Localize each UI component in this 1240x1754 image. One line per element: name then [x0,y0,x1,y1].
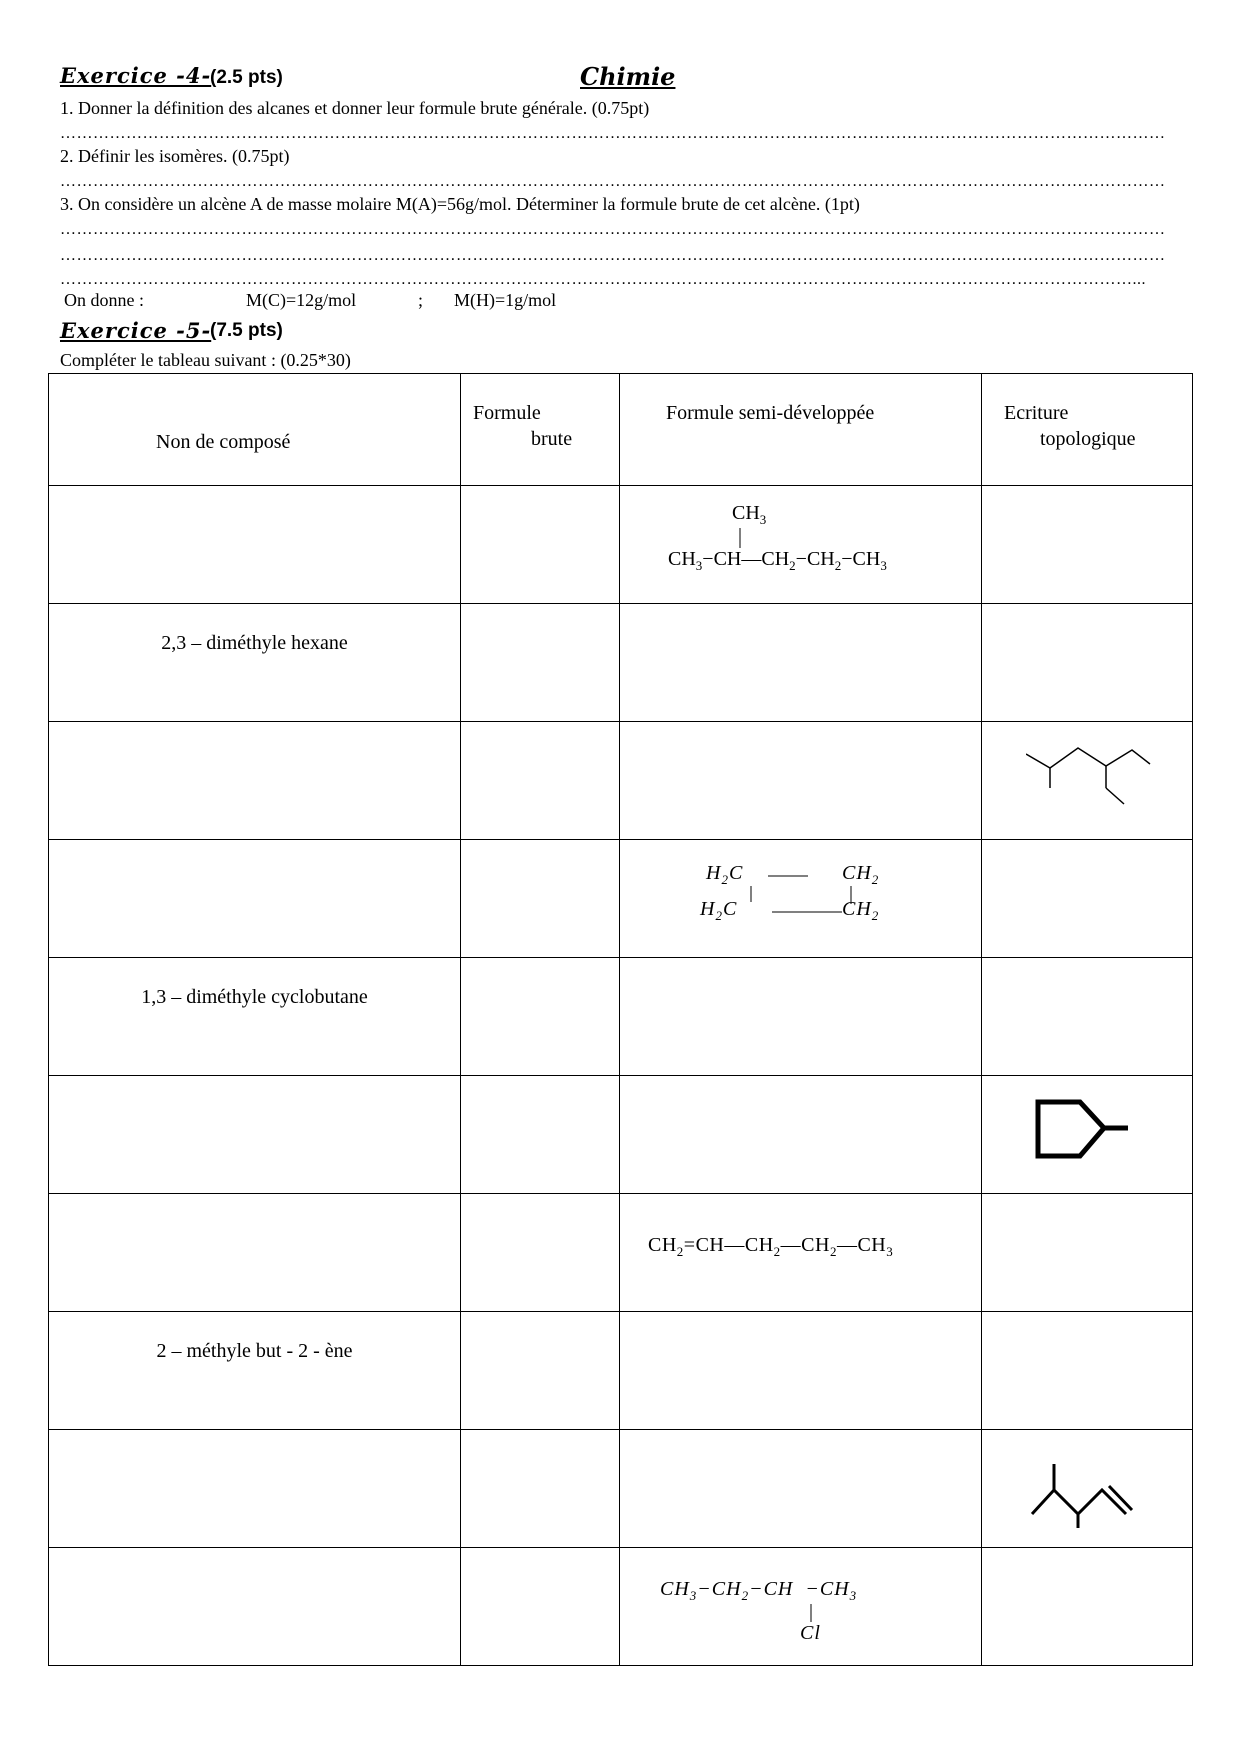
question-2: 2. Définir les isomères. (0.75pt) [60,146,290,166]
topo-cell[interactable] [982,486,1193,604]
table-row [49,1194,1193,1312]
formula-r4-bottom-left: $H_2C$ [700,898,738,923]
compound-name: 2,3 – diméthyle hexane [161,632,348,654]
header-semi: Formule semi-développée [666,402,875,424]
header-brute-line2: brute [531,428,573,450]
brute-cell[interactable] [461,604,620,722]
header-topo-line2: topologique [1040,428,1136,450]
table-row [49,1076,1193,1194]
brute-cell[interactable] [461,1076,620,1194]
header-semi-cell [620,374,982,486]
table-row [49,958,1193,1076]
topo-cell[interactable] [982,1312,1193,1430]
answer-line-4: ………………………………………………………………………………………………………………………………………………………………………………… [60,248,1166,264]
formula-r10-main: $CH_3-CH_2-CH -CH_3$ [660,1578,858,1603]
table-row [49,486,1193,604]
answer-line-1: ………………………………………………………………………………………………………………………………………………………………………………… [60,126,1166,142]
name-cell[interactable] [49,1076,461,1194]
semi-cell[interactable] [620,1430,982,1548]
given-separator: ; [418,290,424,310]
semi-cell[interactable] [620,958,982,1076]
name-cell[interactable] [49,1548,461,1666]
question-1: 1. Donner la définition des alcanes et donner leur formule brute générale. (0.75pt) [60,98,650,118]
header-name: Non de composé [156,431,291,453]
topo-cell [982,722,1193,840]
answer-line-2: ………………………………………………………………………………………………………………………………………………………………………………… [60,174,1166,190]
subject-title: Chimie [580,62,676,91]
compounds-table [48,373,1193,1666]
header-brute-cell [461,374,620,486]
name-cell [49,1312,461,1430]
name-cell[interactable] [49,722,461,840]
skeletal-structure-methyl-cyclobutane [1034,1098,1134,1168]
bond-line [772,910,842,914]
table-row [49,840,1193,958]
bond-line [809,1604,813,1622]
formula-r10-chlorine: Cl [800,1622,821,1644]
skeletal-structure-branched-alkane [1026,744,1156,814]
formula-r4-top-left: $H_2C$ [706,862,744,887]
semi-cell [620,486,982,604]
header-topo-cell [982,374,1193,486]
compound-name: 1,3 – diméthyle cyclobutane [141,986,368,1008]
table-row [49,604,1193,722]
exercise-5-title: Exercice -5- [60,318,212,343]
exercise-5-instruction: Compléter le tableau suivant : (0.25*30) [60,350,351,370]
semi-cell[interactable] [620,1312,982,1430]
name-cell[interactable] [49,1194,461,1312]
semi-cell[interactable] [620,1076,982,1194]
semi-cell [620,1194,982,1312]
topo-cell [982,1430,1193,1548]
table-row [49,1548,1193,1666]
header-brute-line1: Formule [473,402,541,424]
header-name-cell [49,374,461,486]
answer-line-3: ………………………………………………………………………………………………………………………………………………………………………………… [60,222,1166,238]
topo-cell[interactable] [982,604,1193,722]
brute-cell[interactable] [461,958,620,1076]
table-row [49,1312,1193,1430]
name-cell[interactable] [49,840,461,958]
formula-r1-top: $CH_3$ [732,502,767,527]
answer-line-5: ……………………………………………………………………………………………………………………………………………………………………………... [60,272,1146,288]
bond-line [738,528,742,548]
brute-cell[interactable] [461,1194,620,1312]
skeletal-structure-branched-alkene [1030,1448,1140,1528]
exercise-4-points: (2.5 pts) [210,67,283,88]
semi-cell [620,840,982,958]
question-3: 3. On considère un alcène A de masse molaire M(A)=56g/mol. Déterminer la formule brute de cet alcène. (1pt) [60,194,860,214]
table-header-row [49,374,1193,486]
name-cell[interactable] [49,486,461,604]
semi-cell [620,1548,982,1666]
topo-cell[interactable] [982,1194,1193,1312]
brute-cell[interactable] [461,1430,620,1548]
brute-cell[interactable] [461,840,620,958]
formula-r1-main: $CH_3-CH—CH_2-CH_2-CH_3$ [668,548,887,573]
name-cell [49,604,461,722]
brute-cell[interactable] [461,1548,620,1666]
topo-cell[interactable] [982,958,1193,1076]
exercise-5-points: (7.5 pts) [210,320,283,341]
compound-name: 2 – méthyle but - 2 - ène [156,1340,353,1362]
formula-r7: $CH_2=CH—CH_2—CH_2—CH_3$ [648,1234,894,1259]
given-label: On donne : [64,290,144,310]
given-hydrogen-mass: M(H)=1g/mol [454,290,557,310]
name-cell [49,958,461,1076]
name-cell[interactable] [49,1430,461,1548]
topo-cell[interactable] [982,840,1193,958]
bond-line [749,886,753,902]
topo-cell[interactable] [982,1548,1193,1666]
topo-cell [982,1076,1193,1194]
exercise-4-title: Exercice -4- [60,63,212,88]
brute-cell[interactable] [461,722,620,840]
bond-line [768,874,808,878]
table-row [49,722,1193,840]
formula-r4-bottom-right: $CH_2$ [842,898,880,923]
brute-cell[interactable] [461,486,620,604]
given-carbon-mass: M(C)=12g/mol [246,290,357,310]
header-topo-line1: Ecriture [1004,402,1069,424]
semi-cell[interactable] [620,722,982,840]
formula-r4-top-right: $CH_2$ [842,862,880,887]
table-row [49,1430,1193,1548]
semi-cell[interactable] [620,604,982,722]
brute-cell[interactable] [461,1312,620,1430]
